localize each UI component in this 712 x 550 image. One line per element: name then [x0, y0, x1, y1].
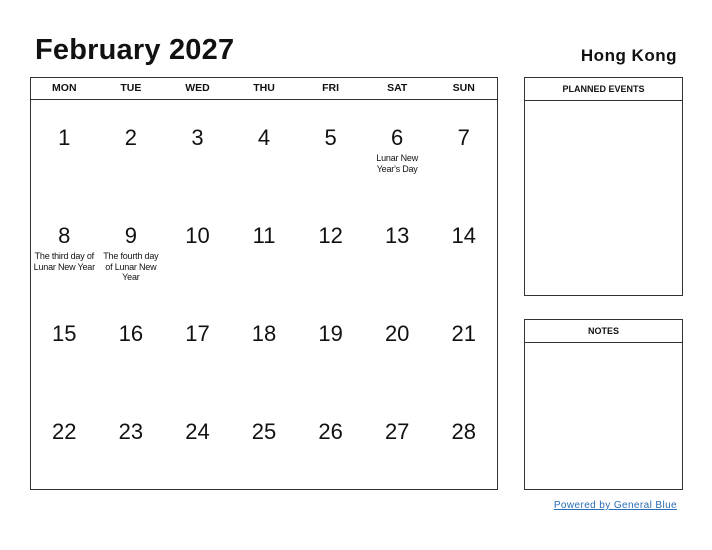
day-number: 21 — [451, 321, 476, 346]
day-number: 7 — [457, 125, 470, 150]
day-number: 16 — [118, 321, 144, 346]
powered-by-link[interactable]: Powered by General Blue — [553, 500, 677, 511]
calendar-day-cell — [297, 296, 364, 394]
calendar-day-cell — [98, 198, 165, 296]
day-number: 13 — [384, 223, 410, 248]
calendar-day-cell — [297, 100, 364, 198]
calendar-day-cell — [31, 394, 98, 492]
day-number: 26 — [318, 419, 343, 444]
calendar-day-cell — [430, 100, 497, 198]
calendar-day-cell — [164, 296, 231, 394]
day-number: 8 — [58, 223, 71, 248]
calendar-weeks — [31, 100, 497, 492]
day-number: 3 — [191, 125, 204, 150]
calendar-day-cell — [231, 394, 298, 492]
weekday-header-row — [31, 78, 497, 100]
holiday-label: The third day of Lunar New Year — [33, 251, 95, 272]
day-number: 15 — [52, 321, 77, 346]
calendar-week-row — [31, 198, 497, 296]
calendar-day-cell — [31, 198, 98, 296]
calendar-day-cell — [31, 296, 98, 394]
holiday-label: Lunar New Year's Day — [376, 153, 419, 174]
weekday-thu: THU — [253, 82, 275, 94]
day-number: 2 — [124, 125, 137, 150]
calendar-day-cell — [98, 296, 165, 394]
calendar-grid — [30, 77, 498, 490]
day-number: 22 — [52, 419, 77, 444]
calendar-day-cell — [164, 198, 231, 296]
day-number: 17 — [185, 321, 210, 346]
calendar-day-cell — [430, 296, 497, 394]
calendar-day-cell — [98, 394, 165, 492]
day-number: 12 — [318, 223, 343, 248]
day-number: 27 — [384, 419, 410, 444]
weekday-sun: SUN — [452, 82, 475, 94]
region-label: Hong Kong — [580, 46, 677, 65]
weekday-wed: WED — [185, 82, 210, 94]
notes-title: NOTES — [525, 320, 682, 343]
calendar-day-cell — [364, 198, 431, 296]
calendar-day-cell — [231, 296, 298, 394]
calendar-week-row — [31, 296, 497, 394]
calendar-day-cell — [231, 198, 298, 296]
weekday-fri: FRI — [322, 82, 340, 94]
day-number: 10 — [185, 223, 210, 248]
day-number: 6 — [391, 125, 404, 150]
day-number: 1 — [58, 125, 71, 150]
calendar-day-cell — [430, 198, 497, 296]
day-number: 24 — [185, 419, 210, 444]
planned-events-title: PLANNED EVENTS — [525, 78, 682, 101]
calendar-day-cell — [164, 394, 231, 492]
weekday-sat: SAT — [387, 82, 408, 94]
page-title: February 2027 — [35, 34, 235, 66]
planned-events-panel — [524, 77, 683, 296]
weekday-tue: TUE — [120, 82, 142, 94]
weekday-mon: MON — [52, 82, 77, 94]
day-number: 20 — [384, 321, 410, 346]
calendar-day-cell — [297, 198, 364, 296]
day-number: 28 — [451, 419, 476, 444]
day-number: 14 — [451, 223, 476, 248]
notes-panel — [524, 319, 683, 490]
day-number: 23 — [118, 419, 144, 444]
day-number: 5 — [324, 125, 337, 150]
day-number: 4 — [257, 125, 271, 150]
calendar-day-cell — [364, 296, 431, 394]
calendar-day-cell — [164, 100, 231, 198]
calendar-day-cell — [31, 100, 98, 198]
calendar-day-cell — [430, 394, 497, 492]
calendar-day-cell — [297, 394, 364, 492]
calendar-week-row — [31, 100, 497, 198]
day-number: 9 — [124, 223, 137, 248]
calendar-day-cell — [98, 100, 165, 198]
calendar-day-cell — [364, 394, 431, 492]
day-number: 18 — [251, 321, 277, 346]
day-number: 25 — [251, 419, 277, 444]
holiday-label: The fourth day of Lunar New Year — [103, 251, 159, 282]
day-number: 11 — [252, 223, 276, 248]
calendar-week-row — [31, 394, 497, 492]
calendar-day-cell — [231, 100, 298, 198]
calendar-day-cell — [364, 100, 431, 198]
day-number: 19 — [318, 321, 343, 346]
